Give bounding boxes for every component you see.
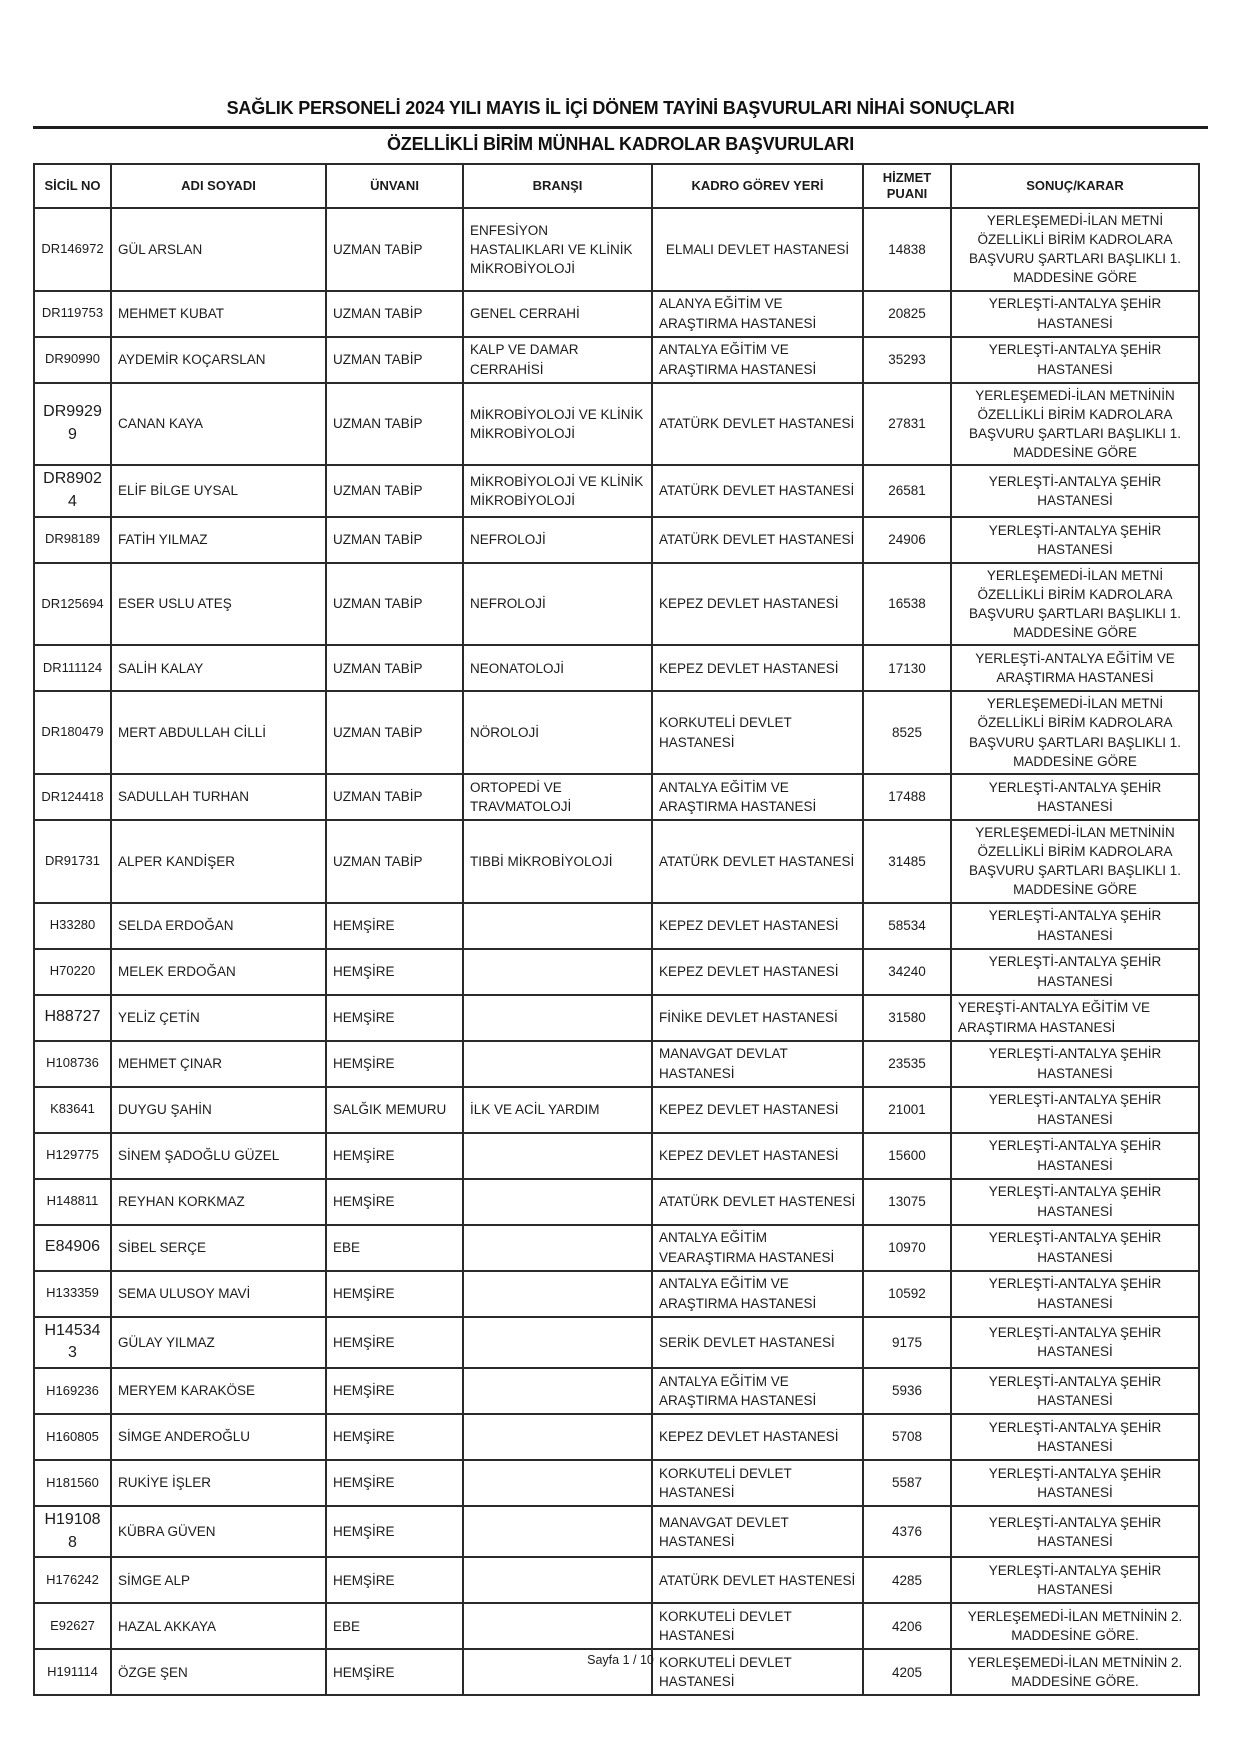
cell-bransi	[463, 949, 652, 995]
cell-hizmet-puani: 4205	[863, 1649, 951, 1695]
cell-sicil-no: DR180479	[34, 691, 111, 774]
cell-unvani: HEMŞİRE	[326, 1368, 463, 1414]
title-divider	[33, 126, 1208, 129]
cell-sonuc-karar: YERLEŞTİ-ANTALYA ŞEHİR HASTANESİ	[951, 1414, 1199, 1460]
cell-hizmet-puani: 5936	[863, 1368, 951, 1414]
cell-unvani: UZMAN TABİP	[326, 820, 463, 903]
cell-bransi: ORTOPEDİ VE TRAVMATOLOJİ	[463, 774, 652, 820]
table-row	[34, 903, 1199, 949]
cell-unvani: HEMŞİRE	[326, 903, 463, 949]
cell-sonuc-karar: YERLEŞTİ-ANTALYA ŞEHİR HASTANESİ	[951, 903, 1199, 949]
cell-kadro-gorev-yeri: ANTALYA EĞİTİM VEARAŞTIRMA HASTANESİ	[652, 1225, 863, 1271]
cell-sonuc-karar: YERLEŞEMEDİ-İLAN METNİNİN ÖZELLİKLİ BİRİM KADROLARA BAŞVURU ŞARTLARI BAŞLIKLI 1. MADDESİNE GÖRE	[951, 383, 1199, 466]
cell-kadro-gorev-yeri: FİNİKE DEVLET HASTANESİ	[652, 995, 863, 1041]
table-row	[34, 1087, 1199, 1133]
cell-kadro-gorev-yeri: ANTALYA EĞİTİM VE ARAŞTIRMA HASTANESİ	[652, 1368, 863, 1414]
cell-adi-soyadi: FATİH YILMAZ	[111, 517, 326, 563]
cell-hizmet-puani: 31580	[863, 995, 951, 1041]
cell-kadro-gorev-yeri: ANTALYA EĞİTİM VE ARAŞTIRMA HASTANESİ	[652, 774, 863, 820]
table-row	[34, 1414, 1199, 1460]
cell-unvani: SALĞIK MEMURU	[326, 1087, 463, 1133]
cell-bransi: ENFESİYON HASTALIKLARI VE KLİNİK MİKROBİYOLOJİ	[463, 208, 652, 291]
table-row	[34, 1506, 1199, 1557]
cell-unvani: HEMŞİRE	[326, 1649, 463, 1695]
cell-kadro-gorev-yeri: KEPEZ DEVLET HASTANESİ	[652, 645, 863, 691]
cell-bransi	[463, 1368, 652, 1414]
cell-hizmet-puani: 4206	[863, 1603, 951, 1649]
table-row	[34, 208, 1199, 291]
table-row	[34, 691, 1199, 774]
cell-adi-soyadi: MELEK ERDOĞAN	[111, 949, 326, 995]
cell-unvani: HEMŞİRE	[326, 1041, 463, 1087]
cell-kadro-gorev-yeri: MANAVGAT DEVLAT HASTANESİ	[652, 1041, 863, 1087]
cell-sonuc-karar: YERLEŞTİ-ANTALYA ŞEHİR HASTANESİ	[951, 1557, 1199, 1603]
cell-unvani: HEMŞİRE	[326, 1557, 463, 1603]
cell-sicil-no: DR90990	[34, 337, 111, 383]
table-row	[34, 1041, 1199, 1087]
cell-adi-soyadi: ALPER KANDİŞER	[111, 820, 326, 903]
cell-bransi	[463, 1317, 652, 1368]
cell-bransi: NÖROLOJİ	[463, 691, 652, 774]
cell-kadro-gorev-yeri: ATATÜRK DEVLET HASTANESİ	[652, 465, 863, 516]
cell-unvani: HEMŞİRE	[326, 1271, 463, 1317]
cell-unvani: UZMAN TABİP	[326, 774, 463, 820]
table-row	[34, 995, 1199, 1041]
cell-hizmet-puani: 31485	[863, 820, 951, 903]
cell-sicil-no: DR124418	[34, 774, 111, 820]
cell-hizmet-puani: 27831	[863, 383, 951, 466]
cell-sonuc-karar: YERLEŞTİ-ANTALYA ŞEHİR HASTANESİ	[951, 1133, 1199, 1179]
table-row	[34, 1225, 1199, 1271]
cell-kadro-gorev-yeri: KORKUTELİ DEVLET HASTANESİ	[652, 1460, 863, 1506]
cell-sicil-no: DR119753	[34, 291, 111, 337]
cell-bransi: MİKROBİYOLOJİ VE KLİNİK MİKROBİYOLOJİ	[463, 383, 652, 466]
cell-adi-soyadi: RUKİYE İŞLER	[111, 1460, 326, 1506]
cell-adi-soyadi: KÜBRA GÜVEN	[111, 1506, 326, 1557]
cell-unvani: HEMŞİRE	[326, 995, 463, 1041]
table-row	[34, 1603, 1199, 1649]
cell-kadro-gorev-yeri: ANTALYA EĞİTİM VE ARAŞTIRMA HASTANESİ	[652, 1271, 863, 1317]
table-row	[34, 1179, 1199, 1225]
cell-sicil-no: H176242	[34, 1557, 111, 1603]
cell-sonuc-karar: YERLEŞEMEDİ-İLAN METNİ ÖZELLİKLİ BİRİM KADROLARA BAŞVURU ŞARTLARI BAŞLIKLI 1. MADDESİNE GÖRE	[951, 208, 1199, 291]
cell-sicil-no: E84906	[34, 1225, 111, 1271]
cell-bransi	[463, 1603, 652, 1649]
cell-kadro-gorev-yeri: ELMALI DEVLET HASTANESİ	[652, 208, 863, 291]
cell-adi-soyadi: MERYEM KARAKÖSE	[111, 1368, 326, 1414]
header-cell-kadro-gorev-yeri: KADRO GÖREV YERİ	[652, 164, 863, 208]
cell-bransi	[463, 1271, 652, 1317]
cell-kadro-gorev-yeri: KEPEZ DEVLET HASTANESİ	[652, 1414, 863, 1460]
cell-kadro-gorev-yeri: KEPEZ DEVLET HASTANESİ	[652, 1087, 863, 1133]
table-row	[34, 820, 1199, 903]
cell-adi-soyadi: GÜL ARSLAN	[111, 208, 326, 291]
cell-kadro-gorev-yeri: ANTALYA EĞİTİM VE ARAŞTIRMA HASTANESİ	[652, 337, 863, 383]
header-cell-sicil-no: SİCİL NO	[34, 164, 111, 208]
cell-adi-soyadi: GÜLAY YILMAZ	[111, 1317, 326, 1368]
cell-unvani: UZMAN TABİP	[326, 465, 463, 516]
cell-hizmet-puani: 17130	[863, 645, 951, 691]
cell-kadro-gorev-yeri: SERİK DEVLET HASTANESİ	[652, 1317, 863, 1368]
cell-adi-soyadi: SALİH KALAY	[111, 645, 326, 691]
cell-sicil-no: H160805	[34, 1414, 111, 1460]
cell-hizmet-puani: 13075	[863, 1179, 951, 1225]
cell-unvani: EBE	[326, 1603, 463, 1649]
cell-kadro-gorev-yeri: ALANYA EĞİTİM VE ARAŞTIRMA HASTANESİ	[652, 291, 863, 337]
cell-adi-soyadi: SEMA ULUSOY MAVİ	[111, 1271, 326, 1317]
table-row	[34, 383, 1199, 466]
cell-sicil-no: H181560	[34, 1460, 111, 1506]
cell-sonuc-karar: YERLEŞTİ-ANTALYA ŞEHİR HASTANESİ	[951, 337, 1199, 383]
cell-unvani: HEMŞİRE	[326, 1133, 463, 1179]
cell-unvani: UZMAN TABİP	[326, 291, 463, 337]
cell-adi-soyadi: YELİZ ÇETİN	[111, 995, 326, 1041]
cell-bransi: İLK VE ACİL YARDIM	[463, 1087, 652, 1133]
cell-sonuc-karar: YERLEŞTİ-ANTALYA ŞEHİR HASTANESİ	[951, 1041, 1199, 1087]
cell-bransi: NEFROLOJİ	[463, 563, 652, 646]
cell-kadro-gorev-yeri: KEPEZ DEVLET HASTANESİ	[652, 949, 863, 995]
cell-unvani: UZMAN TABİP	[326, 383, 463, 466]
cell-unvani: HEMŞİRE	[326, 1460, 463, 1506]
cell-unvani: UZMAN TABİP	[326, 208, 463, 291]
cell-sicil-no: DR99299	[34, 383, 111, 466]
cell-sonuc-karar: YERLEŞTİ-ANTALYA EĞİTİM VE ARAŞTIRMA HASTANESİ	[951, 645, 1199, 691]
cell-bransi	[463, 1179, 652, 1225]
cell-kadro-gorev-yeri: ATATÜRK DEVLET HASTANESİ	[652, 820, 863, 903]
cell-sicil-no: H191114	[34, 1649, 111, 1695]
cell-adi-soyadi: SİMGE ANDEROĞLU	[111, 1414, 326, 1460]
cell-hizmet-puani: 23535	[863, 1041, 951, 1087]
cell-hizmet-puani: 21001	[863, 1087, 951, 1133]
cell-sonuc-karar: YERLEŞEMEDİ-İLAN METNİNİN ÖZELLİKLİ BİRİM KADROLARA BAŞVURU ŞARTLARI BAŞLIKLI 1. MADDESİNE GÖRE	[951, 820, 1199, 903]
cell-sicil-no: DR91731	[34, 820, 111, 903]
cell-adi-soyadi: AYDEMİR KOÇARSLAN	[111, 337, 326, 383]
cell-sonuc-karar: YERLEŞTİ-ANTALYA ŞEHİR HASTANESİ	[951, 1271, 1199, 1317]
cell-bransi: GENEL CERRAHİ	[463, 291, 652, 337]
results-table-body	[34, 208, 1199, 1695]
table-row	[34, 949, 1199, 995]
cell-adi-soyadi: SİNEM ŞADOĞLU GÜZEL	[111, 1133, 326, 1179]
cell-bransi	[463, 903, 652, 949]
header-cell-adi-soyadi: ADI SOYADI	[111, 164, 326, 208]
cell-adi-soyadi: MEHMET KUBAT	[111, 291, 326, 337]
cell-hizmet-puani: 5708	[863, 1414, 951, 1460]
cell-bransi	[463, 1460, 652, 1506]
cell-sonuc-karar: YERLEŞTİ-ANTALYA ŞEHİR HASTANESİ	[951, 1179, 1199, 1225]
cell-hizmet-puani: 35293	[863, 337, 951, 383]
cell-hizmet-puani: 17488	[863, 774, 951, 820]
cell-sicil-no: DR89024	[34, 465, 111, 516]
cell-sonuc-karar: YERLEŞTİ-ANTALYA ŞEHİR HASTANESİ	[951, 517, 1199, 563]
cell-bransi: KALP VE DAMAR CERRAHİSİ	[463, 337, 652, 383]
cell-bransi	[463, 1506, 652, 1557]
cell-unvani: HEMŞİRE	[326, 1179, 463, 1225]
cell-sicil-no: DR125694	[34, 563, 111, 646]
table-row	[34, 337, 1199, 383]
cell-sonuc-karar: YERLEŞTİ-ANTALYA ŞEHİR HASTANESİ	[951, 291, 1199, 337]
cell-hizmet-puani: 26581	[863, 465, 951, 516]
table-row	[34, 1133, 1199, 1179]
cell-adi-soyadi: CANAN KAYA	[111, 383, 326, 466]
cell-adi-soyadi: ELİF BİLGE UYSAL	[111, 465, 326, 516]
cell-sicil-no: H33280	[34, 903, 111, 949]
cell-unvani: UZMAN TABİP	[326, 563, 463, 646]
cell-unvani: HEMŞİRE	[326, 1506, 463, 1557]
cell-kadro-gorev-yeri: ATATÜRK DEVLET HASTANESİ	[652, 383, 863, 466]
cell-hizmet-puani: 10970	[863, 1225, 951, 1271]
cell-unvani: UZMAN TABİP	[326, 517, 463, 563]
cell-kadro-gorev-yeri: ATATÜRK DEVLET HASTENESİ	[652, 1557, 863, 1603]
table-row	[34, 1368, 1199, 1414]
cell-bransi	[463, 1225, 652, 1271]
cell-sicil-no: DR111124	[34, 645, 111, 691]
cell-sonuc-karar: YERLEŞTİ-ANTALYA ŞEHİR HASTANESİ	[951, 949, 1199, 995]
cell-hizmet-puani: 9175	[863, 1317, 951, 1368]
cell-sonuc-karar: YERLEŞEMEDİ-İLAN METNİ ÖZELLİKLİ BİRİM KADROLARA BAŞVURU ŞARTLARI BAŞLIKLI 1. MADDESİNE GÖRE	[951, 563, 1199, 646]
cell-adi-soyadi: HAZAL AKKAYA	[111, 1603, 326, 1649]
cell-kadro-gorev-yeri: KEPEZ DEVLET HASTANESİ	[652, 903, 863, 949]
table-row	[34, 291, 1199, 337]
cell-sonuc-karar: YERLEŞTİ-ANTALYA ŞEHİR HASTANESİ	[951, 1506, 1199, 1557]
cell-unvani: EBE	[326, 1225, 463, 1271]
cell-adi-soyadi: SADULLAH TURHAN	[111, 774, 326, 820]
cell-bransi	[463, 995, 652, 1041]
cell-adi-soyadi: MEHMET ÇINAR	[111, 1041, 326, 1087]
header-cell-bransi: BRANŞI	[463, 164, 652, 208]
cell-sicil-no: H129775	[34, 1133, 111, 1179]
cell-hizmet-puani: 16538	[863, 563, 951, 646]
cell-hizmet-puani: 8525	[863, 691, 951, 774]
cell-unvani: HEMŞİRE	[326, 949, 463, 995]
table-row	[34, 517, 1199, 563]
cell-sicil-no: K83641	[34, 1087, 111, 1133]
table-row	[34, 645, 1199, 691]
cell-sicil-no: H148811	[34, 1179, 111, 1225]
cell-hizmet-puani: 20825	[863, 291, 951, 337]
cell-kadro-gorev-yeri: ATATÜRK DEVLET HASTANESİ	[652, 517, 863, 563]
cell-adi-soyadi: DUYGU ŞAHİN	[111, 1087, 326, 1133]
cell-hizmet-puani: 34240	[863, 949, 951, 995]
cell-adi-soyadi: ESER USLU ATEŞ	[111, 563, 326, 646]
cell-adi-soyadi: SİBEL SERÇE	[111, 1225, 326, 1271]
table-header-row	[34, 164, 1199, 208]
header-cell-hizmet-puani: HİZMET PUANI	[863, 164, 951, 208]
cell-hizmet-puani: 58534	[863, 903, 951, 949]
cell-unvani: UZMAN TABİP	[326, 645, 463, 691]
table-row	[34, 563, 1199, 646]
cell-unvani: HEMŞİRE	[326, 1317, 463, 1368]
cell-sicil-no: DR146972	[34, 208, 111, 291]
cell-sonuc-karar: YERLEŞTİ-ANTALYA ŞEHİR HASTANESİ	[951, 1317, 1199, 1368]
cell-sicil-no: H169236	[34, 1368, 111, 1414]
cell-sicil-no: E92627	[34, 1603, 111, 1649]
cell-bransi: NEONATOLOJİ	[463, 645, 652, 691]
cell-sicil-no: H145343	[34, 1317, 111, 1368]
title-block	[0, 0, 1241, 155]
cell-unvani: UZMAN TABİP	[326, 337, 463, 383]
cell-adi-soyadi: SELDA ERDOĞAN	[111, 903, 326, 949]
cell-kadro-gorev-yeri: KORKUTELİ DEVLET HASTANESİ	[652, 1603, 863, 1649]
cell-sonuc-karar: YEREŞTİ-ANTALYA EĞİTİM VE ARAŞTIRMA HASTANESİ	[951, 995, 1199, 1041]
cell-adi-soyadi: ÖZGE ŞEN	[111, 1649, 326, 1695]
page-title-line1: SAĞLIK PERSONELİ 2024 YILI MAYIS İL İÇİ DÖNEM TAYİNİ BAŞVURULARI NİHAİ SONUÇLARI	[226, 98, 1015, 118]
cell-bransi	[463, 1414, 652, 1460]
cell-sonuc-karar: YERLEŞTİ-ANTALYA ŞEHİR HASTANESİ	[951, 1225, 1199, 1271]
page-number: Sayfa 1 / 10	[587, 1653, 654, 1667]
cell-sicil-no: DR98189	[34, 517, 111, 563]
cell-kadro-gorev-yeri: KORKUTELİ DEVLET HASTANESİ	[652, 691, 863, 774]
cell-bransi: TIBBİ MİKROBİYOLOJİ	[463, 820, 652, 903]
cell-adi-soyadi: SİMGE ALP	[111, 1557, 326, 1603]
cell-adi-soyadi: MERT ABDULLAH CİLLİ	[111, 691, 326, 774]
page-title-line2: ÖZELLİKLİ BİRİM MÜNHAL KADROLAR BAŞVURULARI	[386, 133, 855, 154]
cell-sonuc-karar: YERLEŞTİ-ANTALYA ŞEHİR HASTANESİ	[951, 774, 1199, 820]
cell-kadro-gorev-yeri: KEPEZ DEVLET HASTANESİ	[652, 563, 863, 646]
cell-hizmet-puani: 24906	[863, 517, 951, 563]
cell-kadro-gorev-yeri: ATATÜRK DEVLET HASTENESİ	[652, 1179, 863, 1225]
cell-hizmet-puani: 4376	[863, 1506, 951, 1557]
table-row	[34, 465, 1199, 516]
cell-sonuc-karar: YERLEŞTİ-ANTALYA ŞEHİR HASTANESİ	[951, 1087, 1199, 1133]
cell-hizmet-puani: 14838	[863, 208, 951, 291]
cell-sicil-no: H133359	[34, 1271, 111, 1317]
cell-sonuc-karar: YERLEŞEMEDİ-İLAN METNİNİN 2. MADDESİNE GÖRE.	[951, 1603, 1199, 1649]
cell-kadro-gorev-yeri: KEPEZ DEVLET HASTANESİ	[652, 1133, 863, 1179]
cell-bransi	[463, 1041, 652, 1087]
cell-unvani: UZMAN TABİP	[326, 691, 463, 774]
cell-sicil-no: H191088	[34, 1506, 111, 1557]
cell-unvani: HEMŞİRE	[326, 1414, 463, 1460]
cell-bransi: NEFROLOJİ	[463, 517, 652, 563]
cell-hizmet-puani: 10592	[863, 1271, 951, 1317]
table-row	[34, 1557, 1199, 1603]
cell-bransi: MİKROBİYOLOJİ VE KLİNİK MİKROBİYOLOJİ	[463, 465, 652, 516]
cell-hizmet-puani: 5587	[863, 1460, 951, 1506]
cell-sicil-no: H108736	[34, 1041, 111, 1087]
cell-sonuc-karar: YERLEŞEMEDİ-İLAN METNİNİN 2. MADDESİNE GÖRE.	[951, 1649, 1199, 1695]
header-cell-unvani: ÜNVANI	[326, 164, 463, 208]
results-table	[33, 163, 1200, 1696]
cell-bransi	[463, 1133, 652, 1179]
cell-hizmet-puani: 4285	[863, 1557, 951, 1603]
header-cell-sonuc-karar: SONUÇ/KARAR	[951, 164, 1199, 208]
cell-sonuc-karar: YERLEŞTİ-ANTALYA ŞEHİR HASTANESİ	[951, 1368, 1199, 1414]
cell-sicil-no: H88727	[34, 995, 111, 1041]
cell-sicil-no: H70220	[34, 949, 111, 995]
cell-hizmet-puani: 15600	[863, 1133, 951, 1179]
cell-kadro-gorev-yeri: KORKUTELİ DEVLET HASTANESİ	[652, 1649, 863, 1695]
table-row	[34, 1317, 1199, 1368]
cell-adi-soyadi: REYHAN KORKMAZ	[111, 1179, 326, 1225]
cell-sonuc-karar: YERLEŞEMEDİ-İLAN METNİ ÖZELLİKLİ BİRİM KADROLARA BAŞVURU ŞARTLARI BAŞLIKLI 1. MADDESİNE GÖRE	[951, 691, 1199, 774]
table-row	[34, 1460, 1199, 1506]
cell-sonuc-karar: YERLEŞTİ-ANTALYA ŞEHİR HASTANESİ	[951, 1460, 1199, 1506]
cell-bransi	[463, 1557, 652, 1603]
table-row	[34, 1271, 1199, 1317]
cell-kadro-gorev-yeri: MANAVGAT DEVLET HASTANESİ	[652, 1506, 863, 1557]
table-row	[34, 774, 1199, 820]
cell-sonuc-karar: YERLEŞTİ-ANTALYA ŞEHİR HASTANESİ	[951, 465, 1199, 516]
